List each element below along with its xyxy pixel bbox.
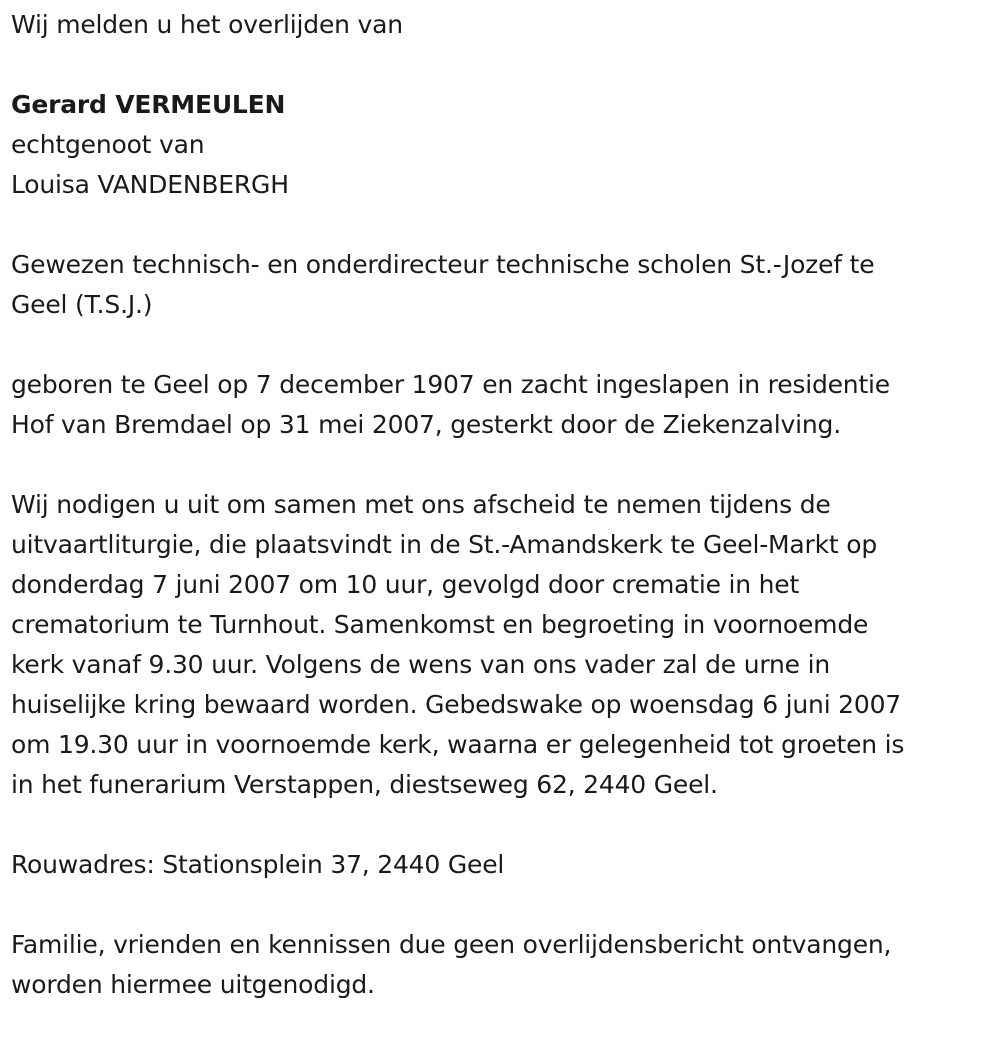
life-paragraph bbox=[11, 365, 986, 445]
paragraph-line: uitvaartliturgie, die plaatsvindt in de St.-Amandskerk te Geel-Markt op bbox=[11, 530, 878, 559]
spacer bbox=[11, 325, 986, 365]
deceased-name: Gerard VERMEULEN bbox=[11, 90, 286, 119]
occupation-paragraph bbox=[11, 245, 986, 325]
paragraph-line: kerk vanaf 9.30 uur. Volgens de wens van ons vader zal de urne in bbox=[11, 650, 830, 679]
intro-text: Wij melden u het overlijden van bbox=[11, 10, 403, 39]
funeral-paragraph bbox=[11, 485, 986, 805]
paragraph-line: worden hiermee uitgenodigd. bbox=[11, 970, 375, 999]
mourning-address: Rouwadres: Stationsplein 37, 2440 Geel bbox=[11, 850, 505, 879]
spacer bbox=[11, 205, 986, 245]
paragraph-line: geboren te Geel op 7 december 1907 en zacht ingeslapen in residentie bbox=[11, 370, 890, 399]
paragraph-line: crematorium te Turnhout. Samenkomst en begroeting in voornoemde bbox=[11, 610, 869, 639]
relation-text: echtgenoot van bbox=[11, 130, 205, 159]
spacer bbox=[11, 805, 986, 845]
spacer bbox=[11, 445, 986, 485]
paragraph-line: Geel (T.S.J.) bbox=[11, 290, 153, 319]
paragraph-line: Familie, vrienden en kennissen due geen overlijdensbericht ontvangen, bbox=[11, 930, 892, 959]
death-notice bbox=[11, 5, 986, 1005]
paragraph-line: Wij nodigen u uit om samen met ons afscheid te nemen tijdens de bbox=[11, 490, 831, 519]
closing-paragraph bbox=[11, 925, 986, 1005]
spouse-name: Louisa VANDENBERGH bbox=[11, 170, 289, 199]
paragraph-line: in het funerarium Verstappen, diestseweg 62, 2440 Geel. bbox=[11, 770, 718, 799]
paragraph-line: donderdag 7 juni 2007 om 10 uur, gevolgd door crematie in het bbox=[11, 570, 800, 599]
spacer bbox=[11, 885, 986, 925]
spacer bbox=[11, 45, 986, 85]
paragraph-line: Gewezen technisch- en onderdirecteur technische scholen St.-Jozef te bbox=[11, 250, 875, 279]
paragraph-line: Hof van Bremdael op 31 mei 2007, gesterkt door de Ziekenzalving. bbox=[11, 410, 841, 439]
paragraph-line: om 19.30 uur in voornoemde kerk, waarna er gelegenheid tot groeten is bbox=[11, 730, 905, 759]
paragraph-line: huiselijke kring bewaard worden. Gebedswake op woensdag 6 juni 2007 bbox=[11, 690, 902, 719]
